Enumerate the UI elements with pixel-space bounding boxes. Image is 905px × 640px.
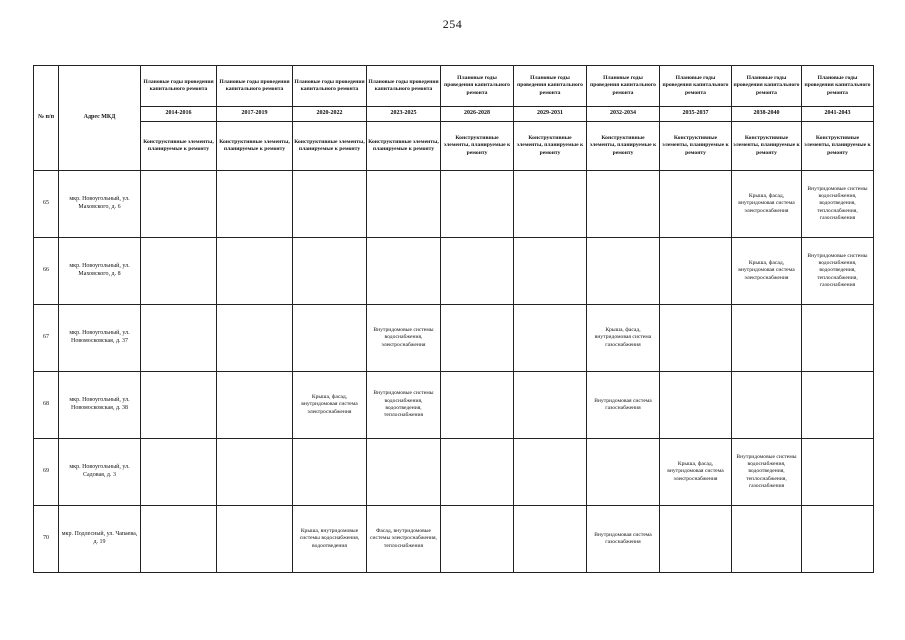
header-period: 2032-2034 <box>587 107 660 122</box>
repair-cell <box>660 305 732 372</box>
header-period: 2038-2040 <box>732 107 802 122</box>
header-period: 2029-2031 <box>514 107 587 122</box>
table-row <box>34 238 874 305</box>
repair-cell <box>514 372 587 439</box>
table-row <box>34 171 874 238</box>
row-address: мкр. Новоугольный, ул. Новомосковская, д. 38 <box>59 372 141 439</box>
repair-cell <box>514 439 587 506</box>
repair-cell <box>660 171 732 238</box>
repair-cell <box>802 439 874 506</box>
header-elements-label: Конструктивные элементы, планируемые к ремонту <box>587 122 660 171</box>
repair-cell <box>367 238 441 305</box>
repair-cell <box>293 171 367 238</box>
header-period: 2014-2016 <box>141 107 217 122</box>
repair-cell <box>802 506 874 573</box>
header-elements-label: Конструктивные элементы, планируемые к ремонту <box>293 122 367 171</box>
header-plan-label: Плановые годы проведения капитального ремонта <box>293 66 367 107</box>
repair-cell <box>732 506 802 573</box>
repair-cell: Крыша, фасад, внутридомовая система электроснабжения <box>660 439 732 506</box>
repair-cell <box>802 372 874 439</box>
header-plan-label: Плановые годы проведения капитального ремонта <box>802 66 874 107</box>
repair-cell <box>217 506 293 573</box>
repair-cell <box>217 171 293 238</box>
header-address: Адрес МКД <box>59 66 141 171</box>
header-plan-label: Плановые годы проведения капитального ремонта <box>660 66 732 107</box>
row-address: мкр. Новоугольный, ул. Маховского, д. 6 <box>59 171 141 238</box>
repair-cell: Крыша, фасад, внутридомовая система электроснабжения <box>293 372 367 439</box>
table-row <box>34 506 874 573</box>
repair-cell <box>141 305 217 372</box>
repair-cell <box>441 372 514 439</box>
row-address: мкр. Новоугольный, ул. Новомосковская, д. 37 <box>59 305 141 372</box>
repair-cell <box>367 439 441 506</box>
repair-cell: Внутридомовые системы водоснабжения, водоотведения, теплоснабжения <box>367 372 441 439</box>
header-elements-label: Конструктивные элементы, планируемые к ремонту <box>732 122 802 171</box>
row-number: 66 <box>34 238 59 305</box>
repair-cell <box>732 372 802 439</box>
header-row-plan <box>34 66 874 107</box>
page-number: 254 <box>442 17 463 31</box>
repair-cell <box>293 238 367 305</box>
repair-cell: Фасад, внутридомовые системы электроснабжения, теплоснабжения <box>367 506 441 573</box>
header-elements-label: Конструктивные элементы, планируемые к ремонту <box>141 122 217 171</box>
repair-cell <box>217 238 293 305</box>
repair-cell: Внутридомовые системы водоснабжения, водоотведения, теплоснабжения, газоснабжения <box>802 238 874 305</box>
repair-cell <box>293 305 367 372</box>
header-plan-label: Плановые годы проведения капитального ремонта <box>441 66 514 107</box>
repair-cell: Крыша, внутридомовые системы водоснабжения, водоотведения <box>293 506 367 573</box>
repair-cell: Крыша, фасад, внутридомовая система электроснабжения <box>732 171 802 238</box>
header-elements-label: Конструктивные элементы, планируемые к ремонту <box>660 122 732 171</box>
repair-cell: Внутридомовая система газоснабжения <box>587 372 660 439</box>
repair-cell: Внутридомовые системы водоснабжения, водоотведения, теплоснабжения, газоснабжения <box>802 171 874 238</box>
header-period: 2026-2028 <box>441 107 514 122</box>
repair-cell: Крыша, фасад, внутридомовая система электроснабжения <box>732 238 802 305</box>
row-address: мкр. Новоугольный, ул. Садовая, д. 3 <box>59 439 141 506</box>
repair-cell <box>141 171 217 238</box>
header-elements-label: Конструктивные элементы, планируемые к ремонту <box>514 122 587 171</box>
repair-cell: Внутридомовые системы водоснабжения, водоотведения, теплоснабжения, газоснабжения <box>732 439 802 506</box>
header-plan-label: Плановые годы проведения капитального ремонта <box>514 66 587 107</box>
header-elements-label: Конструктивные элементы, планируемые к ремонту <box>802 122 874 171</box>
repair-cell: Внутридомовая система газоснабжения <box>587 506 660 573</box>
table-row <box>34 439 874 506</box>
repair-cell <box>441 238 514 305</box>
repair-cell <box>367 171 441 238</box>
repair-cell <box>514 171 587 238</box>
header-elements-label: Конструктивные элементы, планируемые к ремонту <box>217 122 293 171</box>
row-number: 68 <box>34 372 59 439</box>
repair-cell <box>514 238 587 305</box>
row-address: мкр. Подлесный, ул. Чапаева, д. 19 <box>59 506 141 573</box>
repair-cell <box>217 372 293 439</box>
table-row <box>34 372 874 439</box>
table-row <box>34 305 874 372</box>
header-elements-label: Конструктивные элементы, планируемые к ремонту <box>441 122 514 171</box>
repair-cell: Внутридомовые системы водоснабжения, электроснабжения <box>367 305 441 372</box>
header-num: № п/п <box>34 66 59 171</box>
header-period: 2023-2025 <box>367 107 441 122</box>
repair-cell <box>141 439 217 506</box>
repair-cell <box>217 439 293 506</box>
header-period: 2020-2022 <box>293 107 367 122</box>
repair-cell <box>441 506 514 573</box>
header-plan-label: Плановые годы проведения капитального ремонта <box>217 66 293 107</box>
repair-cell <box>732 305 802 372</box>
repair-cell: Крыша, фасад, внутридомовая система газоснабжения <box>587 305 660 372</box>
header-period: 2035-2037 <box>660 107 732 122</box>
header-row-periods <box>34 107 874 122</box>
repair-cell <box>441 439 514 506</box>
repair-cell <box>441 305 514 372</box>
repair-cell <box>660 238 732 305</box>
header-plan-label: Плановые годы проведения капитального ремонта <box>141 66 217 107</box>
repair-cell <box>141 372 217 439</box>
row-address: мкр. Новоугольный, ул. Маховского, д. 8 <box>59 238 141 305</box>
header-period: 2041-2043 <box>802 107 874 122</box>
header-period: 2017-2019 <box>217 107 293 122</box>
repair-cell <box>514 305 587 372</box>
row-number: 69 <box>34 439 59 506</box>
repair-cell <box>514 506 587 573</box>
row-number: 67 <box>34 305 59 372</box>
header-plan-label: Плановые годы проведения капитального ремонта <box>367 66 441 107</box>
repair-cell <box>141 238 217 305</box>
repair-cell <box>660 372 732 439</box>
repair-cell <box>587 439 660 506</box>
header-row-elements <box>34 122 874 171</box>
repair-cell <box>141 506 217 573</box>
header-elements-label: Конструктивные элементы, планируемые к ремонту <box>367 122 441 171</box>
row-number: 70 <box>34 506 59 573</box>
repair-cell <box>293 439 367 506</box>
header-plan-label: Плановые годы проведения капитального ремонта <box>732 66 802 107</box>
repair-cell <box>441 171 514 238</box>
repair-cell <box>660 506 732 573</box>
capital-repair-table <box>33 65 874 573</box>
repair-cell <box>587 171 660 238</box>
repair-cell <box>217 305 293 372</box>
row-number: 65 <box>34 171 59 238</box>
repair-cell <box>802 305 874 372</box>
header-plan-label: Плановые годы проведения капитального ремонта <box>587 66 660 107</box>
repair-cell <box>587 238 660 305</box>
